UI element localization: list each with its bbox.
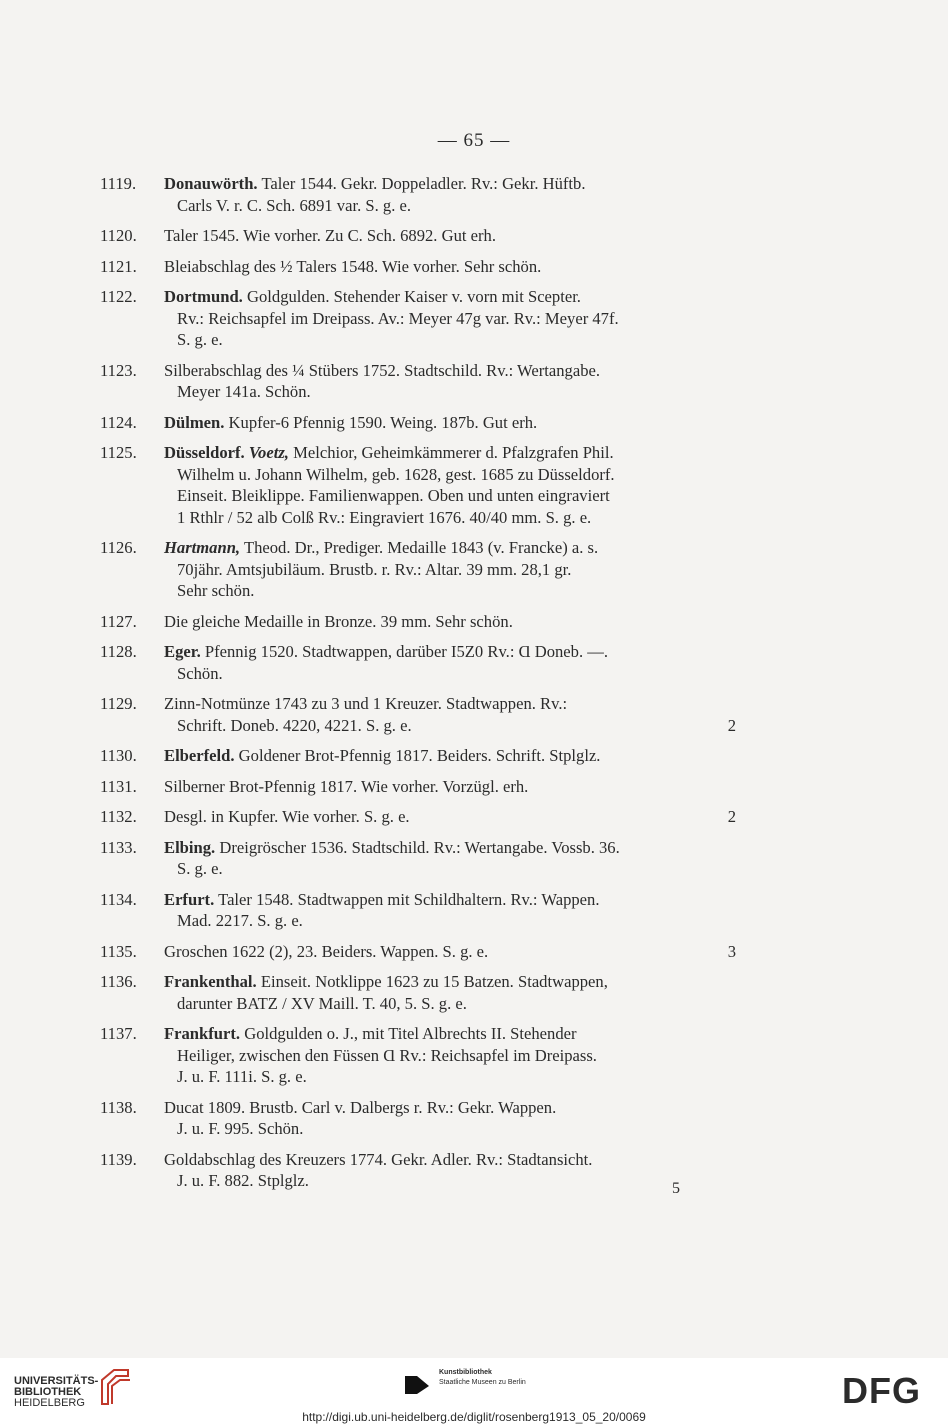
entry-text: Mad. 2217. S. g. e. [177,911,303,930]
entry-number: 1133. [100,837,137,857]
entry-text: Silberabschlag des ¼ Stübers 1752. Stadtschild. Rv.: Wertangabe. [164,360,601,380]
entry-text: 1 Rthlr / 52 alb Colß Rv.: Eingraviert 1676. 40/40 mm. S. g. e. [177,507,592,527]
catalog-entry [100,837,740,880]
entry-number: 1120. [100,226,137,245]
entry-text: Bleiabschlag des ½ Talers 1548. Wie vorher. Sehr schön. [164,256,542,276]
entry-line [100,286,740,308]
entry-text: Schrift. Doneb. 4220, 4221. S. g. e. [177,715,412,735]
entry-text: Wilhelm u. Johann Wilhelm, geb. 1628, gest. 1685 zu Düsseldorf. [177,464,615,484]
entry-line [100,663,740,685]
entry-text: Goldgulden o. J., mit Titel Albrechts II. Stehender [244,1024,577,1043]
entry-text: Heiliger, zwischen den Füssen Ɑ Rv.: Reichsapfel im Dreipass. [177,1045,597,1065]
entry-number: 1135. [100,941,137,961]
ub-line-2: BIBLIOTHEK [14,1386,82,1398]
entry-place-heading: Frankenthal. [164,972,257,991]
catalog-entry [100,256,740,278]
entry-line [100,693,740,715]
catalog-entry [100,889,740,932]
entry-line [100,464,740,486]
entry-number: 1122. [100,287,137,306]
entry-number: 1119. [100,174,137,193]
signature-mark: 5 [672,1180,680,1197]
entry-place-heading: Erfurt. [164,889,215,909]
entry-line [100,1097,740,1119]
entry-line [100,1023,740,1045]
entry-text: Goldener Brot-Pfennig 1817. Beiders. Schrift. Stplglz. [238,746,601,765]
entry-line [100,559,740,581]
entry-rarity-note: 2 [727,715,736,735]
catalog-entry [100,537,740,602]
catalog-entry [100,1149,740,1192]
entry-line [100,485,740,507]
entry-place-heading: Düsseldorf. [164,443,245,462]
entry-line [100,1045,740,1067]
entry-line [100,806,740,828]
entry-text: J. u. F. 111i. S. g. e. [177,1067,307,1086]
entry-text: Schön. [177,663,223,683]
entry-line [100,507,740,529]
entry-line [100,256,740,278]
entry-text: Dreigröscher 1536. Stadtschild. Rv.: Wertangabe. Vossb. 36. [219,837,620,857]
entry-text: J. u. F. 882. Stplglz. [177,1171,309,1190]
entry-place-heading: Donauwörth. [164,174,258,193]
entry-line [100,641,740,663]
entry-number: 1121. [100,256,137,276]
entry-text: Einseit. Notklippe 1623 zu 15 Batzen. Stadtwappen, [260,972,608,991]
entry-place-heading: Frankfurt. [164,1024,241,1043]
entry-line [100,537,740,559]
catalog-entries [100,173,740,1201]
entry-line [100,195,740,217]
entry-number: 1137. [100,1024,137,1043]
entry-line [100,858,740,880]
entry-line [100,611,740,633]
entry-person-name: Voetz, [248,443,289,462]
entry-text: Die gleiche Medaille in Bronze. 39 mm. Sehr schön. [164,611,513,631]
entry-number: 1125. [100,443,137,462]
entry-line [100,971,740,993]
entry-text: Ducat 1809. Brustb. Carl v. Dalbergs r. Rv.: Gekr. Wappen. [164,1097,557,1117]
entry-text: Silberner Brot-Pfennig 1817. Wie vorher. Vorzügl. erh. [164,776,529,796]
ub-line-1: UNIVERSITÄTS- [14,1375,99,1387]
entry-line [100,837,740,859]
entry-number: 1129. [100,694,137,713]
catalog-entry [100,776,740,798]
entry-number: 1136. [100,972,137,991]
entry-line [100,776,740,798]
catalog-entry [100,225,740,247]
entry-place-heading: Dortmund. [164,287,243,306]
entry-line [100,993,740,1015]
entry-number: 1138. [100,1097,137,1117]
entry-text: Melchior, Geheimkämmerer d. Pfalzgrafen Phil. [293,443,614,462]
entry-line [100,910,740,932]
permalink-url[interactable]: http://digi.ub.uni-heidelberg.de/diglit/rosenberg1913_05_20/0069 [302,1410,646,1424]
catalog-entry [100,442,740,528]
entry-text: J. u. F. 995. Schön. [177,1119,304,1138]
entry-line [100,442,740,464]
catalog-entry [100,941,740,963]
entry-line [100,1149,740,1171]
entry-number: 1131. [100,776,137,796]
entry-line [100,225,740,247]
entry-line [100,580,740,602]
entry-text: Zinn-Notmünze 1743 zu 3 und 1 Kreuzer. Stadtwappen. Rv.: [164,694,568,713]
entry-line [100,360,740,382]
entry-number: 1127. [100,611,137,631]
entry-text: Meyer 141a. Schön. [177,382,311,401]
entry-text: Taler 1544. Gekr. Doppeladler. Rv.: Gekr. Hüftb. [261,174,586,193]
entry-line [100,1118,740,1140]
entry-text: Desgl. in Kupfer. Wie vorher. S. g. e. [164,807,410,826]
entry-number: 1123. [100,360,137,380]
entry-place-heading: Eger. [164,642,201,661]
entry-text: Taler 1545. Wie vorher. Zu C. Sch. 6892. Gut erh. [164,226,496,245]
entry-text: Theod. Dr., Prediger. Medaille 1843 (v. Francke) a. s. [243,538,599,557]
entry-number: 1124. [100,412,137,432]
catalog-entry [100,360,740,403]
kb-title: Kunstbibliothek [439,1369,492,1376]
catalog-entry [100,611,740,633]
entry-place-heading: Dülmen. [164,412,225,432]
catalog-entry [100,806,740,828]
entry-line [100,381,740,403]
catalog-entry [100,745,740,767]
entry-number: 1126. [100,538,137,557]
catalog-entry [100,641,740,684]
kb-subtitle: Staatliche Museen zu Berlin [439,1379,526,1386]
catalog-entry [100,286,740,351]
ub-line-3: HEIDELBERG [14,1397,85,1409]
entry-line [100,412,740,434]
dfg-logo: DFG [842,1370,921,1411]
entry-line [100,1066,740,1088]
kunstbibliothek-logo-icon [403,1372,431,1398]
catalog-entry [100,971,740,1014]
entry-line [100,1170,740,1192]
entry-text: Goldabschlag des Kreuzers 1774. Gekr. Adler. Rv.: Stadtansicht. [164,1149,593,1169]
entry-place-heading: Elberfeld. [164,746,235,765]
digitization-footer [0,1358,948,1427]
entry-number: 1139. [100,1149,137,1169]
entry-text: Groschen 1622 (2), 23. Beiders. Wappen. S. g. e. [164,941,489,961]
entry-text: S. g. e. [177,859,223,878]
entry-text: Goldgulden. Stehender Kaiser v. vorn mit Scepter. [247,287,581,306]
ub-heidelberg-label [14,1376,98,1409]
entry-text: 70jähr. Amtsjubiläum. Brustb. r. Rv.: Altar. 39 mm. 28,1 gr. [177,559,572,579]
entry-number: 1128. [100,642,137,661]
entry-text: Kupfer-6 Pfennig 1590. Weing. 187b. Gut erh. [228,412,538,432]
catalog-entry [100,173,740,216]
page-number: — 65 — [437,130,511,151]
entry-line [100,329,740,351]
catalog-entry [100,412,740,434]
catalog-entry [100,1097,740,1140]
entry-text: Einseit. Bleiklippe. Familienwappen. Oben und unten eingraviert [177,486,610,505]
ub-heidelberg-logo-icon [100,1366,132,1406]
catalog-entry [100,1023,740,1088]
entry-number: 1134. [100,889,137,909]
entry-line [100,715,740,737]
entry-number: 1130. [100,746,137,765]
kunstbibliothek-label [439,1368,526,1388]
entry-text: Carls V. r. C. Sch. 6891 var. S. g. e. [177,195,412,215]
entry-number: 1132. [100,807,137,826]
entry-line [100,889,740,911]
entry-line [100,941,740,963]
entry-text: Sehr schön. [177,581,255,600]
entry-place-heading: Elbing. [164,837,216,857]
entry-line [100,173,740,195]
entry-person-name: Hartmann, [164,538,241,557]
entry-text: darunter BATZ / XV Maill. T. 40, 5. S. g. e. [177,993,467,1013]
entry-rarity-note: 3 [727,941,736,961]
catalog-entry [100,693,740,736]
entry-line [100,745,740,767]
entry-rarity-note: 2 [727,807,736,826]
entry-text: Taler 1548. Stadtwappen mit Schildhaltern. Rv.: Wappen. [218,889,600,909]
entry-line [100,308,740,330]
entry-text: Rv.: Reichsapfel im Dreipass. Av.: Meyer 47g var. Rv.: Meyer 47f. [177,308,619,328]
entry-text: S. g. e. [177,330,223,349]
entry-text: Pfennig 1520. Stadtwappen, darüber I5Z0 Rv.: Ɑ Doneb. —. [204,642,609,661]
